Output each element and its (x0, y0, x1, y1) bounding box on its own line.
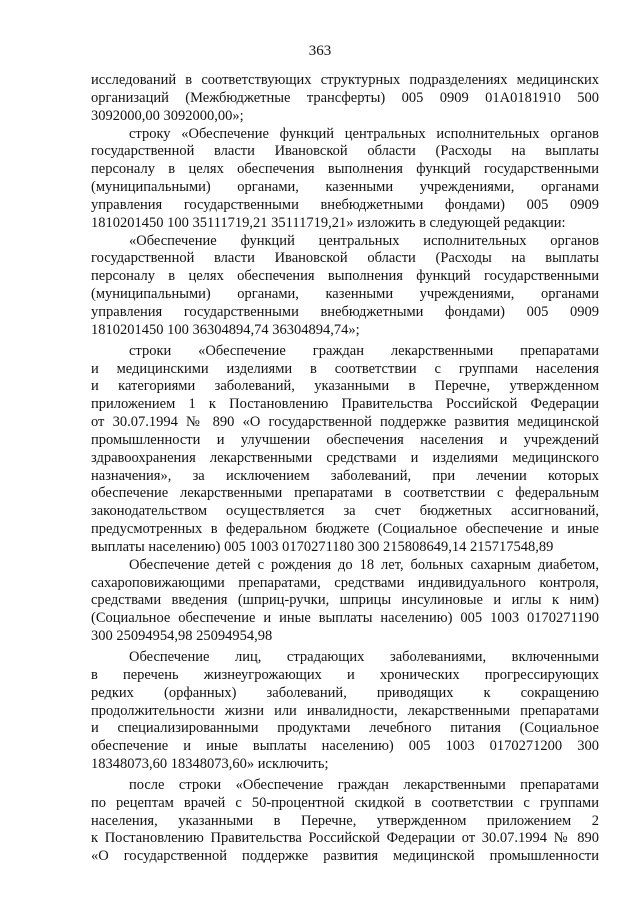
text-line: населения, указанными в Перечне, утвержденном приложением 2 (91, 812, 599, 829)
text-line: организаций (Межбюджетные трансферты) 005 0909 01А0181910 500 (91, 89, 599, 106)
text-line: в перечень жизнеугрожающих и хронических прогрессирующих (91, 666, 599, 683)
text-line: к Постановлению Правительства Российской Федерации от 30.07.1994 № 890 (91, 830, 599, 847)
text-line: средствами введения (шприц-ручки, шприцы инсулиновые и иглы к ним) (91, 592, 599, 609)
text-line: и медицинскими изделиями в соответствии с группами населения (91, 360, 599, 377)
text-line: государственной власти Ивановской области (Расходы на выплаты (91, 143, 599, 160)
text-line: управления государственными внебюджетными фондами) 005 0909 (91, 196, 599, 213)
text-line: персоналу в целях обеспечения выполнения функций государственными (91, 161, 599, 178)
text-line: по рецептам врачей с 50-процентной скидкой в соответствии с группами (91, 794, 599, 811)
text-line: «О государственной поддержке развития медицинской промышленности (91, 848, 599, 865)
text-line: промышленности и улучшении обеспечения населения и учреждений (91, 431, 599, 448)
text-line: (муниципальными) органами, казенными учреждениями, органами (91, 286, 599, 303)
text-line: сахароповижающими препаратами, средствами индивидуального контроля, (91, 574, 599, 591)
text-line: 300 25094954,98 25094954,98 (91, 628, 273, 645)
text-line: 1810201450 100 36304894,74 36304894,74»; (91, 321, 360, 338)
text-line: законодательством осуществляется за счет бюджетных ассигнований, (91, 503, 599, 520)
paragraph-2 (91, 126, 599, 233)
text-line: после строки «Обеспечение граждан лекарственными препаратами (129, 776, 599, 793)
text-line: строки «Обеспечение граждан лекарственными препаратами (129, 342, 599, 359)
paragraph-3 (91, 233, 599, 340)
text-line: редких (орфанных) заболеваний, приводящих к сокращению (91, 684, 599, 701)
text-line: и категориями заболеваний, указанными в Перечне, утвержденном (91, 378, 599, 395)
text-line: государственной власти Ивановской области (Расходы на выплаты (91, 250, 599, 267)
document-body (91, 72, 599, 866)
text-line: «Обеспечение функций центральных исполнительных органов (129, 232, 599, 249)
text-line: от 30.07.1994 № 890 «О государственной поддержке развития медицинской (91, 414, 599, 431)
text-line: 18348073,60 18348073,60» исключить; (91, 756, 329, 773)
text-line: 1810201450 100 35111719,21 35111719,21» изложить в следующей редакции: (91, 214, 566, 231)
text-line: строку «Обеспечение функций центральных исполнительных органов (129, 125, 599, 142)
paragraph-1 (91, 72, 599, 126)
paragraph-7 (91, 777, 599, 866)
text-line: 3092000,00 3092000,00»; (91, 107, 244, 124)
text-line: (Социальное обеспечение и иные выплаты населению) 005 1003 0170271190 (91, 610, 599, 627)
text-line: и специализированными продуктами лечебного питания (Социальное (91, 720, 599, 737)
text-line: исследований в соответствующих структурных подразделениях медицинских (91, 72, 599, 88)
text-line: обеспечение и иные выплаты населению) 005 1003 0170271200 300 (91, 738, 599, 755)
paragraph-6 (91, 649, 599, 774)
text-line: обеспечение лекарственными препаратами в соответствии с федеральным (91, 485, 599, 502)
paragraph-5 (91, 557, 599, 646)
text-line: Обеспечение детей с рождения до 18 лет, больных сахарным диабетом, (129, 556, 599, 573)
text-line: (муниципальными) органами, казенными учреждениями, органами (91, 179, 599, 196)
text-line: назначения», за исключением заболеваний, при лечении которых (91, 467, 599, 484)
text-line: выплаты населению) 005 1003 0170271180 300 215808649,14 215717548,89 (91, 538, 554, 555)
text-line: управления государственными внебюджетными фондами) 005 0909 (91, 303, 599, 320)
text-line: продолжительности жизни или инвалидности, лекарственными препаратами (91, 702, 599, 719)
paragraph-4 (91, 343, 599, 557)
text-line: приложением 1 к Постановлению Правительства Российской Федерации (91, 396, 599, 413)
text-line: предусмотренных в федеральном бюджете (Социальное обеспечение и иные (91, 521, 599, 538)
text-line: здравоохранения лекарственными средствами и изделиями медицинского (91, 449, 599, 466)
text-line: Обеспечение лиц, страдающих заболеваниями, включенными (129, 649, 599, 665)
page-number: 363 (308, 43, 332, 59)
text-line: персоналу в целях обеспечения выполнения функций государственными (91, 268, 599, 285)
